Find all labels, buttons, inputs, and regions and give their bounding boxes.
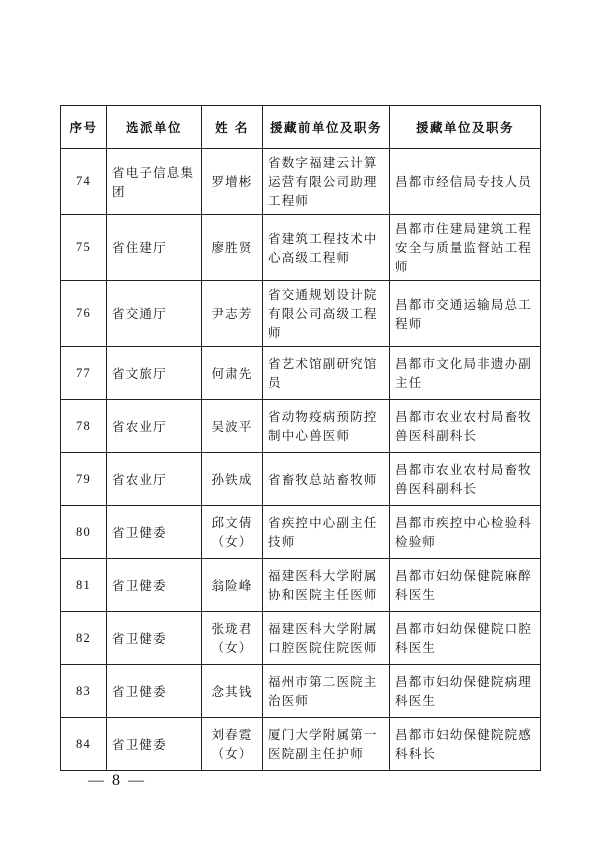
table-row: [61, 506, 541, 559]
row-index: 79: [61, 453, 107, 506]
row-name: 何肃先: [202, 347, 263, 400]
row-name: 廖胜贤: [202, 215, 263, 281]
row-before: 省动物疫病预防控制中心兽医师: [263, 400, 390, 453]
row-after: 昌都市住建局建筑工程安全与质量监督站工程师: [390, 215, 541, 281]
row-before: 省畜牧总站畜牧师: [263, 453, 390, 506]
row-unit: 省卫健委: [107, 665, 202, 718]
row-unit: 省卫健委: [107, 612, 202, 665]
row-name: 吴波平: [202, 400, 263, 453]
row-name: 罗增彬: [202, 149, 263, 215]
row-index: 81: [61, 559, 107, 612]
row-unit: 省卫健委: [107, 718, 202, 771]
row-after: 昌都市经信局专技人员: [390, 149, 541, 215]
header-after: 援藏单位及职务: [390, 106, 541, 149]
row-unit: 省电子信息集团: [107, 149, 202, 215]
table-row: [61, 281, 541, 347]
row-index: 78: [61, 400, 107, 453]
row-before: 福州市第二医院主治医师: [263, 665, 390, 718]
row-index: 77: [61, 347, 107, 400]
row-index: 84: [61, 718, 107, 771]
row-after: 昌都市疾控中心检验科检验师: [390, 506, 541, 559]
row-name: 念其钱: [202, 665, 263, 718]
personnel-table: [60, 105, 541, 771]
row-name: 尹志芳: [202, 281, 263, 347]
header-before: 援藏前单位及职务: [263, 106, 390, 149]
row-name: 刘春霓（女）: [202, 718, 263, 771]
table-row: [61, 453, 541, 506]
header-index: 序号: [61, 106, 107, 149]
row-before: 省疾控中心副主任技师: [263, 506, 390, 559]
row-before: 厦门大学附属第一医院副主任护师: [263, 718, 390, 771]
table-row: [61, 149, 541, 215]
table-header-row: [61, 106, 541, 149]
row-after: 昌都市妇幼保健院病理科医生: [390, 665, 541, 718]
row-after: 昌都市妇幼保健院麻醉科医生: [390, 559, 541, 612]
header-name: 姓 名: [202, 106, 263, 149]
row-unit: 省文旅厅: [107, 347, 202, 400]
table-row: [61, 400, 541, 453]
row-after: 昌都市农业农村局畜牧兽医科副科长: [390, 400, 541, 453]
table-row: [61, 559, 541, 612]
row-before: 省建筑工程技术中心高级工程师: [263, 215, 390, 281]
row-before: 省艺术馆副研究馆员: [263, 347, 390, 400]
row-index: 80: [61, 506, 107, 559]
row-index: 83: [61, 665, 107, 718]
row-after: 昌都市妇幼保健院院感科科长: [390, 718, 541, 771]
row-name: 孙铁成: [202, 453, 263, 506]
row-before: 省交通规划设计院有限公司高级工程师: [263, 281, 390, 347]
row-after: 昌都市文化局非遗办副主任: [390, 347, 541, 400]
row-before: 福建医科大学附属口腔医院住院医师: [263, 612, 390, 665]
row-before: 福建医科大学附属协和医院主任医师: [263, 559, 390, 612]
row-after: 昌都市农业农村局畜牧兽医科副科长: [390, 453, 541, 506]
row-after: 昌都市交通运输局总工程师: [390, 281, 541, 347]
row-unit: 省农业厅: [107, 400, 202, 453]
table-row: [61, 347, 541, 400]
table-row: [61, 612, 541, 665]
row-index: 82: [61, 612, 107, 665]
row-index: 75: [61, 215, 107, 281]
table-row: [61, 215, 541, 281]
table-row: [61, 665, 541, 718]
row-name: 邱文倩（女）: [202, 506, 263, 559]
row-index: 76: [61, 281, 107, 347]
row-name: 张珑君（女）: [202, 612, 263, 665]
header-unit: 选派单位: [107, 106, 202, 149]
row-after: 昌都市妇幼保健院口腔科医生: [390, 612, 541, 665]
row-name: 翁险峰: [202, 559, 263, 612]
table-row: [61, 718, 541, 771]
page-number: — 8 —: [88, 772, 146, 789]
row-unit: 省住建厅: [107, 215, 202, 281]
row-unit: 省农业厅: [107, 453, 202, 506]
row-unit: 省交通厅: [107, 281, 202, 347]
row-before: 省数字福建云计算运营有限公司助理工程师: [263, 149, 390, 215]
row-index: 74: [61, 149, 107, 215]
row-unit: 省卫健委: [107, 506, 202, 559]
row-unit: 省卫健委: [107, 559, 202, 612]
